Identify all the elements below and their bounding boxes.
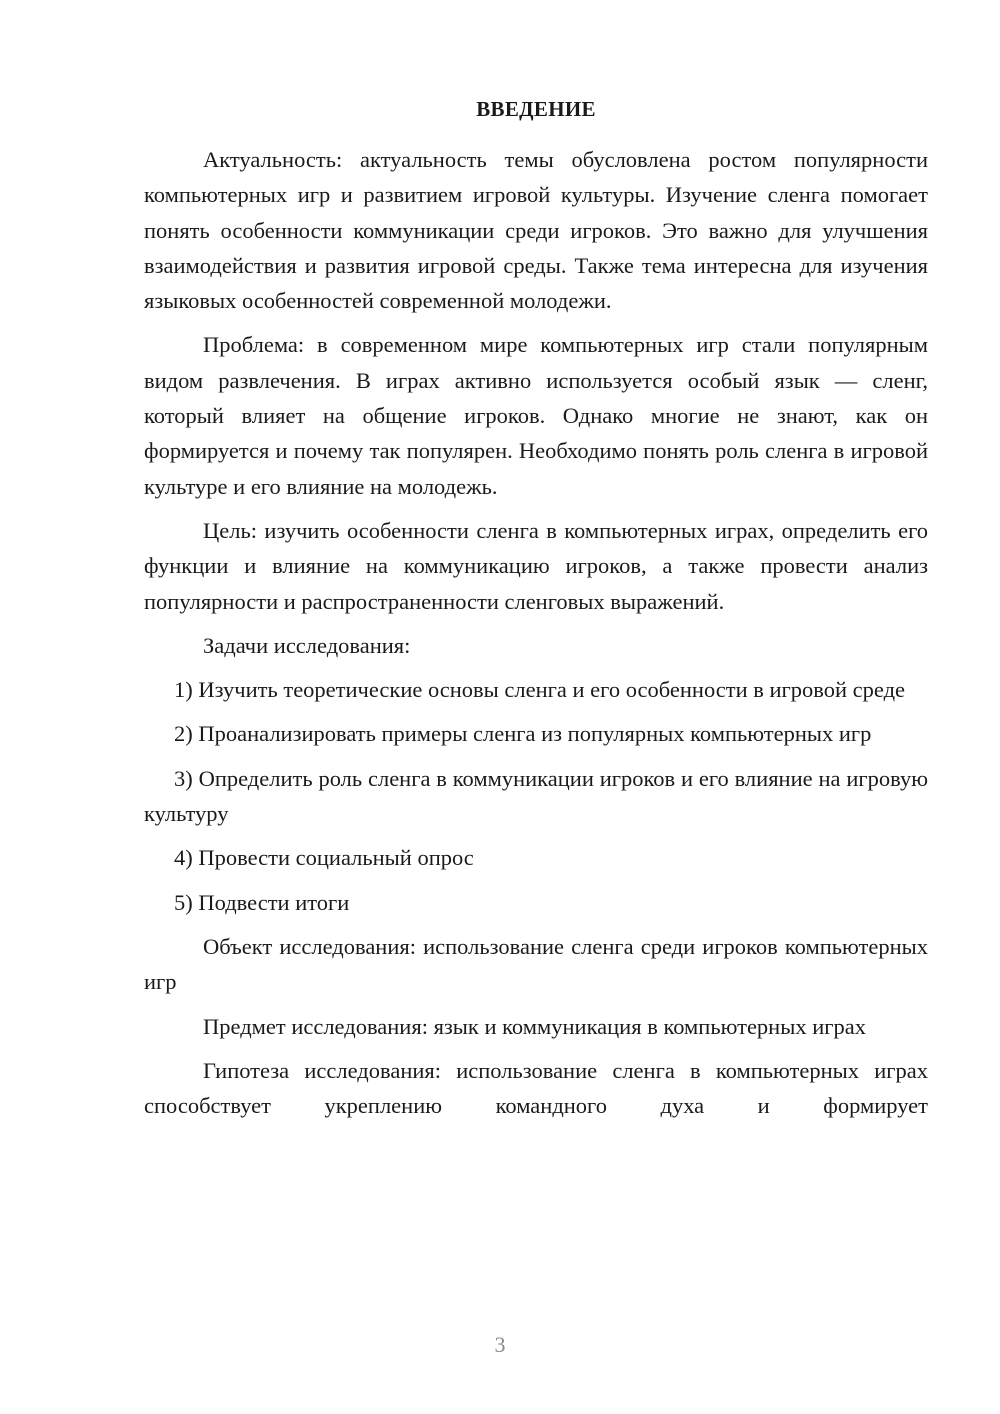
page-number: 3 <box>494 1332 506 1357</box>
paragraph-goal: Цель: изучить особенности сленга в компьютерных играх, определить его функции и влияние на коммуникацию игроков, а также провести анализ популярности и распространенности сленговых выражений. <box>144 517 928 614</box>
section-heading: ВВЕДЕНИЕ <box>476 97 596 121</box>
paragraph-relevance: Актуальность: актуальность темы обусловлена ростом популярности компьютерных игр и развитием игровой культуры. Изучение сленга помогает понять особенности коммуникации среди игроков. Это важно для улучшения взаимодействия и развития игровой среды. Также тема интересна для изучения языковых особенностей современной молодежи. <box>144 147 928 314</box>
task-item-1: 1) Изучить теоретические основы сленга и его особенности в игровой среде <box>174 677 906 703</box>
task-item-2: 2) Проанализировать примеры сленга из популярных компьютерных игр <box>174 721 872 747</box>
body-text <box>144 142 928 1123</box>
task-item-5: 5) Подвести итоги <box>174 889 350 915</box>
paragraph-hypothesis: Гипотеза исследования: использование сленга в компьютерных играх способствует укреплению командного духа и формирует <box>144 1057 928 1119</box>
task-item-3: 3) Определить роль сленга в коммуникации игроков и его влияние на игровую культуру <box>144 765 928 827</box>
paragraph-subject: Предмет исследования: язык и коммуникация в компьютерных играх <box>203 1013 866 1039</box>
paragraph-problem: Проблема: в современном мире компьютерных игр стали популярным видом развлечения. В играх активно используется особый язык — сленг, который влияет на общение игроков. Однако многие не знают, как он формируется и почему так популярен. Необходимо понять роль сленга в игровой культуре и его влияние на молодежь. <box>144 332 928 499</box>
paragraph-object: Объект исследования: использование сленга среди игроков компьютерных игр <box>144 933 928 995</box>
tasks-heading: Задачи исследования: <box>203 632 411 658</box>
task-item-4: 4) Провести социальный опрос <box>174 845 474 871</box>
